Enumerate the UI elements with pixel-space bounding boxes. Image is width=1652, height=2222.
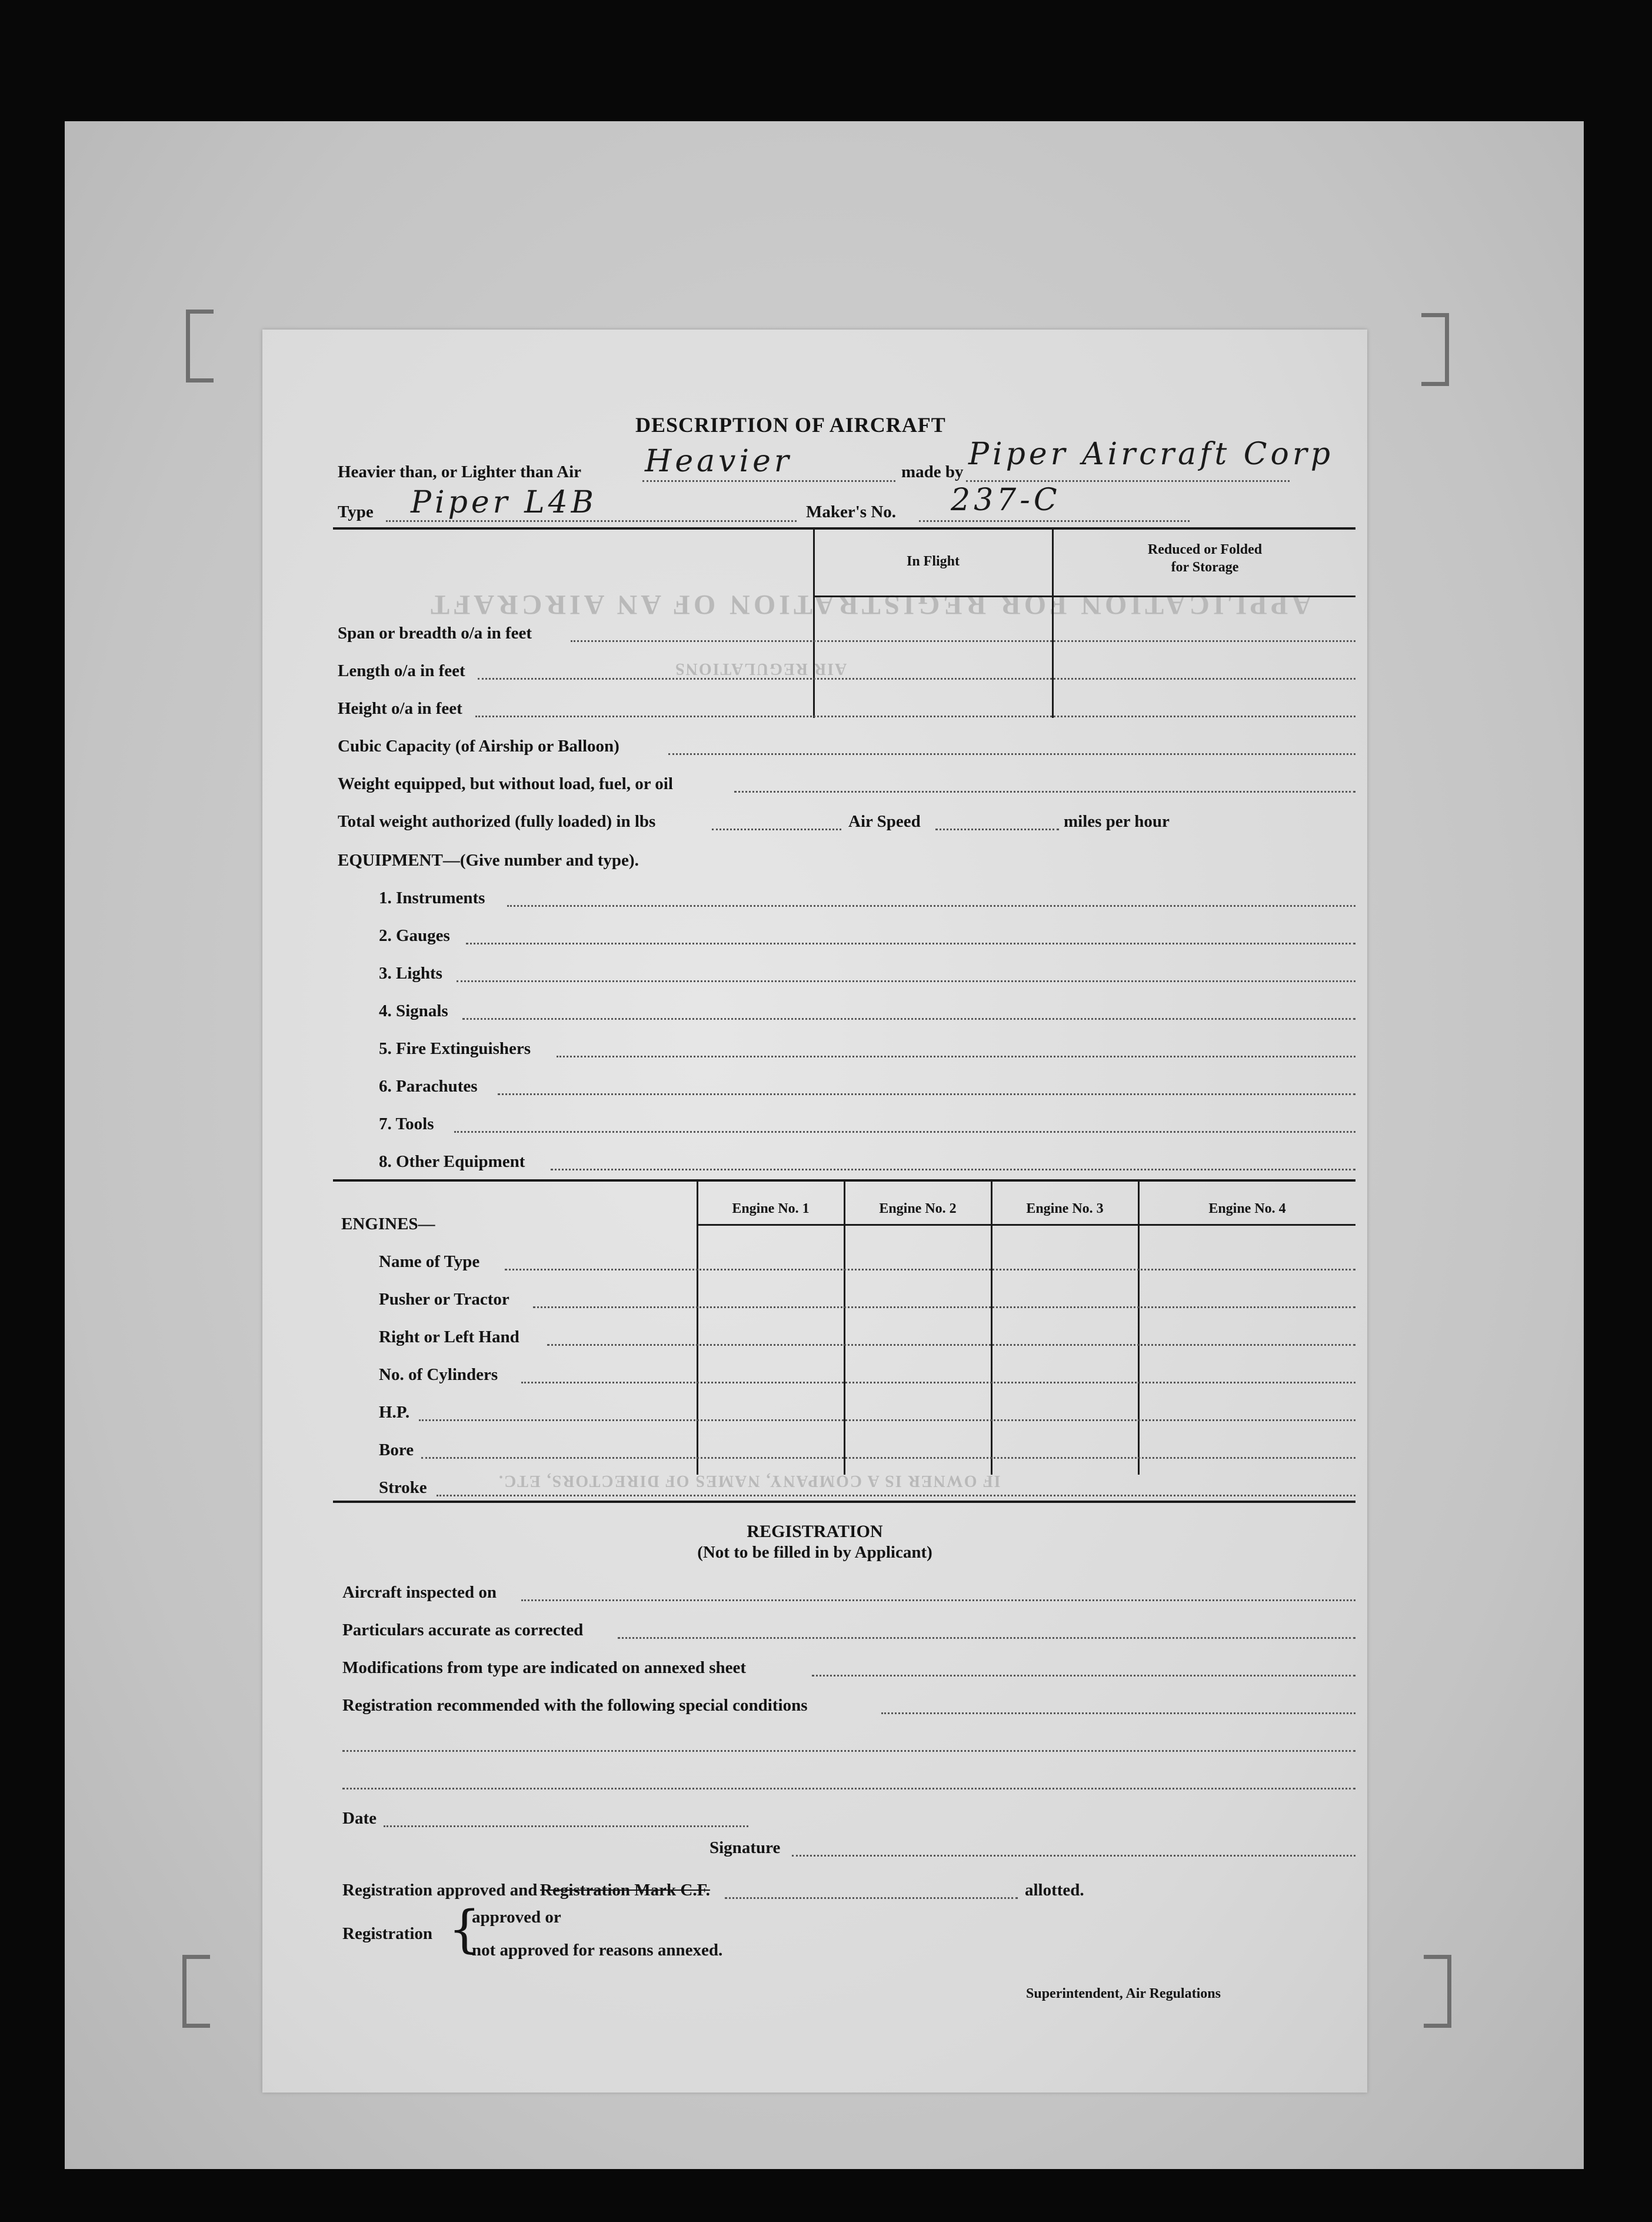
signature-label: Signature <box>710 1838 781 1857</box>
engine-col-2: Engine No. 2 <box>879 1201 957 1216</box>
crop-mark-top-left <box>186 310 214 382</box>
span-label: Span or breadth o/a in feet <box>338 624 532 643</box>
made-by-value: Piper Aircraft Corp <box>968 437 1334 472</box>
crop-mark-bottom-left <box>182 1955 210 2028</box>
accurate-label: Particulars accurate as corrected <box>342 1621 584 1639</box>
engine-row-label: Pusher or Tractor <box>379 1290 509 1309</box>
cubic-capacity-label: Cubic Capacity (of Airship or Balloon) <box>338 737 620 756</box>
equipment-item: 7. Tools <box>379 1115 434 1133</box>
heavier-lighter-label: Heavier than, or Lighter than Air <box>338 463 582 481</box>
length-label: Length o/a in feet <box>338 661 465 680</box>
equipment-item: 4. Signals <box>379 1002 448 1020</box>
heavier-lighter-value: Heavier <box>645 444 792 479</box>
engine-row-label: Right or Left Hand <box>379 1328 519 1346</box>
registration-word: Registration <box>342 1924 433 1943</box>
col-reduced-2: for Storage <box>1171 560 1239 575</box>
registration-subheading: (Not to be filled in by Applicant) <box>697 1543 932 1562</box>
inspected-label: Aircraft inspected on <box>342 1583 497 1602</box>
registration-heading: REGISTRATION <box>747 1522 883 1541</box>
recommended-label: Registration recommended with the following special conditions <box>342 1696 808 1715</box>
col-in-flight: In Flight <box>906 554 960 569</box>
engine-row-label: Stroke <box>379 1478 427 1497</box>
weight-equipped-label: Weight equipped, but without load, fuel, or oil <box>338 774 673 793</box>
col-reduced-1: Reduced or Folded <box>1147 542 1263 557</box>
engine-row-label: Bore <box>379 1441 414 1459</box>
type-value: Piper L4B <box>411 485 597 520</box>
engine-row-label: No. of Cylinders <box>379 1365 498 1384</box>
registration-mark-label: Registration Mark C.F. <box>540 1881 710 1900</box>
height-label: Height o/a in feet <box>338 699 462 718</box>
type-label: Type <box>338 503 374 521</box>
engines-heading: ENGINES— <box>341 1215 435 1233</box>
brace-mark: { <box>448 1900 481 1959</box>
equipment-heading: EQUIPMENT—(Give number and type). <box>338 851 639 870</box>
equipment-item: 5. Fire Extinguishers <box>379 1039 531 1058</box>
makers-no-value: 237-C <box>951 483 1061 518</box>
crop-mark-bottom-right <box>1424 1955 1451 2028</box>
equipment-item: 1. Instruments <box>379 889 485 907</box>
modifications-label: Modifications from type are indicated on annexed sheet <box>342 1658 747 1677</box>
aircraft-description-form <box>262 330 1367 2093</box>
equipment-item: 6. Parachutes <box>379 1077 478 1096</box>
air-speed-label: Air Speed <box>848 812 921 831</box>
bleed-through-subheading: AIR REGULATIONS <box>674 660 847 678</box>
crop-mark-top-right <box>1421 313 1449 386</box>
approved-or-label: approved or <box>472 1908 561 1927</box>
engine-col-3: Engine No. 3 <box>1026 1201 1104 1216</box>
miles-per-hour-label: miles per hour <box>1064 812 1170 831</box>
registration-approved-label: Registration approved and <box>342 1881 538 1900</box>
not-approved-label: not approved for reasons annexed. <box>472 1941 723 1960</box>
allotted-label: allotted. <box>1025 1881 1084 1900</box>
superintendent-label: Superintendent, Air Regulations <box>1026 1986 1221 2001</box>
engine-row-label: H.P. <box>379 1403 410 1422</box>
engine-col-4: Engine No. 4 <box>1208 1201 1286 1216</box>
date-label: Date <box>342 1809 377 1828</box>
form-title: DESCRIPTION OF AIRCRAFT <box>635 413 946 437</box>
equipment-item: 2. Gauges <box>379 926 450 945</box>
bleed-through-heading: APPLICATION FOR REGISTRATION OF AN AIRCRAFT <box>427 589 1312 620</box>
engine-row-label: Name of Type <box>379 1252 480 1271</box>
makers-no-label: Maker's No. <box>806 503 897 521</box>
total-weight-label: Total weight authorized (fully loaded) in lbs <box>338 812 656 831</box>
equipment-item: 8. Other Equipment <box>379 1152 525 1171</box>
equipment-item: 3. Lights <box>379 964 442 983</box>
made-by-label: made by <box>901 463 964 481</box>
bleed-through-directors: IF OWNER IS A COMPANY, NAMES OF DIRECTORS, ETC. <box>498 1472 1001 1490</box>
engine-col-1: Engine No. 1 <box>732 1201 810 1216</box>
